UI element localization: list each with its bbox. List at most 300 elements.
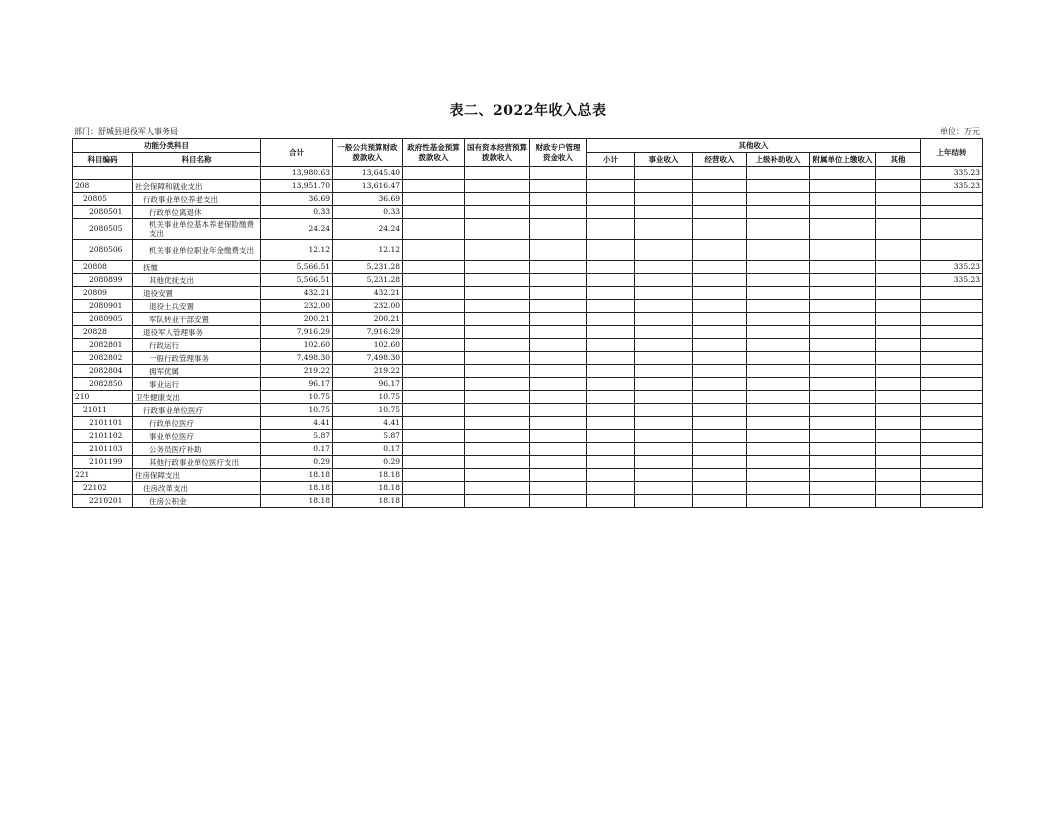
unit-label: 单位：万元 xyxy=(940,127,980,136)
cell-gov-fund xyxy=(403,206,465,219)
cell-subtotal xyxy=(587,482,635,495)
cell-total: 0.33 xyxy=(261,206,333,219)
table-row xyxy=(73,167,983,180)
header-other: 其他 xyxy=(876,153,921,167)
cell-subject-name: 退役安置 xyxy=(133,287,261,300)
cell-gov-fund xyxy=(403,326,465,339)
cell-state-capital xyxy=(465,391,530,404)
table-row xyxy=(73,313,983,326)
cell-upper-subsidy xyxy=(747,193,810,206)
cell-subject-code: 2080899 xyxy=(73,274,133,287)
cell-business-income xyxy=(635,261,693,274)
cell-business-income xyxy=(635,300,693,313)
cell-gov-fund xyxy=(403,300,465,313)
table-body xyxy=(73,167,983,508)
cell-last-year-carryover xyxy=(921,339,983,352)
cell-upper-subsidy xyxy=(747,365,810,378)
cell-affiliated-income xyxy=(810,300,876,313)
cell-last-year-carryover xyxy=(921,313,983,326)
cell-subject-name: 住房保障支出 xyxy=(133,469,261,482)
cell-subtotal xyxy=(587,443,635,456)
cell-total: 0.17 xyxy=(261,443,333,456)
cell-gov-fund xyxy=(403,339,465,352)
cell-affiliated-income xyxy=(810,339,876,352)
cell-general-budget: 24.24 xyxy=(333,219,403,240)
cell-affiliated-income xyxy=(810,326,876,339)
cell-state-capital xyxy=(465,261,530,274)
cell-subject-name: 住房改革支出 xyxy=(133,482,261,495)
cell-last-year-carryover: 335.23 xyxy=(921,261,983,274)
cell-operating-income xyxy=(693,313,747,326)
cell-general-budget: 12.12 xyxy=(333,240,403,261)
cell-business-income xyxy=(635,482,693,495)
cell-last-year-carryover xyxy=(921,378,983,391)
table-row xyxy=(73,404,983,417)
cell-last-year-carryover xyxy=(921,287,983,300)
cell-gov-fund xyxy=(403,313,465,326)
cell-subject-code: 210 xyxy=(73,391,133,404)
cell-business-income xyxy=(635,378,693,391)
cell-other xyxy=(876,443,921,456)
cell-operating-income xyxy=(693,430,747,443)
header-gov-fund: 政府性基金预算拨款收入 xyxy=(403,139,465,167)
cell-operating-income xyxy=(693,495,747,508)
cell-state-capital xyxy=(465,443,530,456)
cell-other xyxy=(876,404,921,417)
cell-affiliated-income xyxy=(810,206,876,219)
cell-state-capital xyxy=(465,326,530,339)
cell-subject-code: 2101101 xyxy=(73,417,133,430)
cell-subtotal xyxy=(587,287,635,300)
income-summary-table xyxy=(72,138,983,508)
cell-affiliated-income xyxy=(810,240,876,261)
cell-last-year-carryover xyxy=(921,240,983,261)
cell-other xyxy=(876,430,921,443)
cell-total: 4.41 xyxy=(261,417,333,430)
cell-state-capital xyxy=(465,365,530,378)
cell-general-budget: 102.60 xyxy=(333,339,403,352)
cell-business-income xyxy=(635,456,693,469)
cell-total: 5,566.51 xyxy=(261,274,333,287)
cell-upper-subsidy xyxy=(747,326,810,339)
cell-last-year-carryover xyxy=(921,430,983,443)
header-operating-income: 经营收入 xyxy=(693,153,747,167)
cell-special-mgmt xyxy=(530,300,587,313)
cell-subject-code: 2101103 xyxy=(73,443,133,456)
cell-last-year-carryover: 335.23 xyxy=(921,180,983,193)
table-row xyxy=(73,365,983,378)
cell-state-capital xyxy=(465,495,530,508)
cell-subtotal xyxy=(587,391,635,404)
cell-special-mgmt xyxy=(530,430,587,443)
cell-state-capital xyxy=(465,180,530,193)
cell-affiliated-income xyxy=(810,274,876,287)
cell-business-income xyxy=(635,469,693,482)
cell-gov-fund xyxy=(403,180,465,193)
cell-upper-subsidy xyxy=(747,300,810,313)
cell-state-capital xyxy=(465,430,530,443)
cell-operating-income xyxy=(693,219,747,240)
cell-special-mgmt xyxy=(530,193,587,206)
cell-special-mgmt xyxy=(530,206,587,219)
page-title: 表二、2022年收入总表 xyxy=(449,103,607,119)
cell-gov-fund xyxy=(403,240,465,261)
cell-upper-subsidy xyxy=(747,495,810,508)
cell-special-mgmt xyxy=(530,495,587,508)
cell-business-income xyxy=(635,352,693,365)
table-row xyxy=(73,300,983,313)
cell-last-year-carryover xyxy=(921,365,983,378)
cell-general-budget: 96.17 xyxy=(333,378,403,391)
cell-affiliated-income xyxy=(810,456,876,469)
cell-upper-subsidy xyxy=(747,482,810,495)
cell-operating-income xyxy=(693,456,747,469)
cell-subtotal xyxy=(587,469,635,482)
cell-subject-code: 22102 xyxy=(73,482,133,495)
cell-state-capital xyxy=(465,469,530,482)
cell-total: 18.18 xyxy=(261,495,333,508)
cell-other xyxy=(876,167,921,180)
cell-subtotal xyxy=(587,180,635,193)
header-subject-name: 科目名称 xyxy=(133,153,261,167)
cell-business-income xyxy=(635,404,693,417)
header-last-year-carryover: 上年结转 xyxy=(921,139,983,167)
cell-subject-code: 2101199 xyxy=(73,456,133,469)
cell-upper-subsidy xyxy=(747,443,810,456)
table-row xyxy=(73,469,983,482)
cell-subject-name: 一般行政管理事务 xyxy=(133,352,261,365)
cell-business-income xyxy=(635,274,693,287)
cell-other xyxy=(876,352,921,365)
cell-other xyxy=(876,206,921,219)
cell-operating-income xyxy=(693,287,747,300)
cell-subject-code: 2080901 xyxy=(73,300,133,313)
cell-state-capital xyxy=(465,219,530,240)
table-row xyxy=(73,430,983,443)
cell-subject-name: 行政事业单位医疗 xyxy=(133,404,261,417)
cell-last-year-carryover xyxy=(921,443,983,456)
cell-upper-subsidy xyxy=(747,430,810,443)
cell-affiliated-income xyxy=(810,313,876,326)
cell-affiliated-income xyxy=(810,430,876,443)
cell-special-mgmt xyxy=(530,482,587,495)
cell-upper-subsidy xyxy=(747,167,810,180)
cell-general-budget: 13,616.47 xyxy=(333,180,403,193)
cell-affiliated-income xyxy=(810,482,876,495)
cell-general-budget: 0.17 xyxy=(333,443,403,456)
cell-subject-code: 20809 xyxy=(73,287,133,300)
cell-other xyxy=(876,469,921,482)
cell-total: 432.21 xyxy=(261,287,333,300)
cell-gov-fund xyxy=(403,193,465,206)
cell-special-mgmt xyxy=(530,313,587,326)
cell-general-budget: 18.18 xyxy=(333,469,403,482)
cell-other xyxy=(876,365,921,378)
cell-special-mgmt xyxy=(530,365,587,378)
cell-upper-subsidy xyxy=(747,456,810,469)
cell-special-mgmt xyxy=(530,240,587,261)
table-row xyxy=(73,352,983,365)
cell-operating-income xyxy=(693,417,747,430)
cell-affiliated-income xyxy=(810,365,876,378)
cell-general-budget: 13,645.40 xyxy=(333,167,403,180)
cell-business-income xyxy=(635,391,693,404)
cell-other xyxy=(876,261,921,274)
cell-special-mgmt xyxy=(530,456,587,469)
cell-special-mgmt xyxy=(530,417,587,430)
cell-total: 18.18 xyxy=(261,469,333,482)
cell-state-capital xyxy=(465,352,530,365)
cell-operating-income xyxy=(693,365,747,378)
header-state-capital: 国有资本经营预算拨款收入 xyxy=(465,139,530,167)
cell-operating-income xyxy=(693,193,747,206)
cell-subject-name: 机关事业单位基本养老保险缴费支出 xyxy=(133,219,261,240)
cell-special-mgmt xyxy=(530,180,587,193)
cell-subject-code: 2080506 xyxy=(73,240,133,261)
cell-gov-fund xyxy=(403,404,465,417)
cell-subject-code: 20828 xyxy=(73,326,133,339)
cell-business-income xyxy=(635,180,693,193)
cell-affiliated-income xyxy=(810,469,876,482)
cell-subject-code: 208 xyxy=(73,180,133,193)
cell-general-budget: 7,916.29 xyxy=(333,326,403,339)
cell-subject-code: 2082802 xyxy=(73,352,133,365)
cell-subtotal xyxy=(587,417,635,430)
table-row xyxy=(73,274,983,287)
cell-operating-income xyxy=(693,339,747,352)
cell-subject-name: 卫生健康支出 xyxy=(133,391,261,404)
cell-subtotal xyxy=(587,274,635,287)
table-row xyxy=(73,206,983,219)
cell-upper-subsidy xyxy=(747,417,810,430)
cell-upper-subsidy xyxy=(747,391,810,404)
cell-business-income xyxy=(635,219,693,240)
cell-other xyxy=(876,313,921,326)
header-subtotal: 小计 xyxy=(587,153,635,167)
cell-other xyxy=(876,219,921,240)
cell-upper-subsidy xyxy=(747,352,810,365)
cell-special-mgmt xyxy=(530,326,587,339)
cell-subject-name: 军队转业干部安置 xyxy=(133,313,261,326)
department-label: 部门：舒城县退役军人事务局 xyxy=(74,127,178,136)
cell-general-budget: 18.18 xyxy=(333,482,403,495)
cell-other xyxy=(876,287,921,300)
cell-subject-name: 行政单位医疗 xyxy=(133,417,261,430)
cell-general-budget: 0.33 xyxy=(333,206,403,219)
cell-total: 96.17 xyxy=(261,378,333,391)
cell-special-mgmt xyxy=(530,219,587,240)
header-general-budget: 一般公共预算财政拨款收入 xyxy=(333,139,403,167)
cell-operating-income xyxy=(693,180,747,193)
cell-state-capital xyxy=(465,378,530,391)
cell-state-capital xyxy=(465,417,530,430)
cell-general-budget: 4.41 xyxy=(333,417,403,430)
cell-state-capital xyxy=(465,339,530,352)
cell-state-capital xyxy=(465,313,530,326)
table-row xyxy=(73,240,983,261)
cell-operating-income xyxy=(693,352,747,365)
cell-other xyxy=(876,300,921,313)
cell-state-capital xyxy=(465,404,530,417)
cell-state-capital xyxy=(465,240,530,261)
cell-general-budget: 0.29 xyxy=(333,456,403,469)
cell-operating-income xyxy=(693,240,747,261)
cell-total: 219.22 xyxy=(261,365,333,378)
cell-general-budget: 36.69 xyxy=(333,193,403,206)
cell-business-income xyxy=(635,495,693,508)
cell-special-mgmt xyxy=(530,167,587,180)
cell-subject-name: 其他优抚支出 xyxy=(133,274,261,287)
cell-affiliated-income xyxy=(810,404,876,417)
cell-total: 12.12 xyxy=(261,240,333,261)
cell-general-budget: 5.87 xyxy=(333,430,403,443)
cell-subtotal xyxy=(587,206,635,219)
cell-upper-subsidy xyxy=(747,469,810,482)
cell-operating-income xyxy=(693,300,747,313)
cell-affiliated-income xyxy=(810,167,876,180)
cell-subject-name: 事业单位医疗 xyxy=(133,430,261,443)
cell-gov-fund xyxy=(403,274,465,287)
cell-upper-subsidy xyxy=(747,261,810,274)
cell-subject-code: 2082850 xyxy=(73,378,133,391)
cell-business-income xyxy=(635,326,693,339)
cell-last-year-carryover xyxy=(921,404,983,417)
cell-gov-fund xyxy=(403,167,465,180)
cell-other xyxy=(876,274,921,287)
cell-affiliated-income xyxy=(810,193,876,206)
cell-last-year-carryover: 335.23 xyxy=(921,167,983,180)
cell-subtotal xyxy=(587,219,635,240)
cell-affiliated-income xyxy=(810,352,876,365)
cell-gov-fund xyxy=(403,391,465,404)
cell-subject-name: 公务员医疗补助 xyxy=(133,443,261,456)
cell-subject-code: 2210201 xyxy=(73,495,133,508)
cell-affiliated-income xyxy=(810,378,876,391)
cell-total: 102.60 xyxy=(261,339,333,352)
cell-special-mgmt xyxy=(530,443,587,456)
cell-state-capital xyxy=(465,482,530,495)
cell-total: 0.29 xyxy=(261,456,333,469)
cell-other xyxy=(876,495,921,508)
cell-affiliated-income xyxy=(810,261,876,274)
cell-subject-name: 退役士兵安置 xyxy=(133,300,261,313)
cell-affiliated-income xyxy=(810,495,876,508)
cell-gov-fund xyxy=(403,352,465,365)
cell-operating-income xyxy=(693,378,747,391)
table-row xyxy=(73,339,983,352)
cell-subject-code: 2080905 xyxy=(73,313,133,326)
table-row xyxy=(73,482,983,495)
cell-other xyxy=(876,339,921,352)
cell-general-budget: 18.18 xyxy=(333,495,403,508)
cell-subtotal xyxy=(587,240,635,261)
header-other-income: 其他收入 xyxy=(587,139,921,153)
cell-general-budget: 432.21 xyxy=(333,287,403,300)
cell-general-budget: 10.75 xyxy=(333,391,403,404)
cell-subject-name: 社会保障和就业支出 xyxy=(133,180,261,193)
cell-last-year-carryover xyxy=(921,219,983,240)
header-func-category: 功能分类科目 xyxy=(73,139,261,153)
header-upper-subsidy: 上级补助收入 xyxy=(747,153,810,167)
cell-subject-code: 2082801 xyxy=(73,339,133,352)
header-affiliated-income: 附属单位上缴收入 xyxy=(810,153,876,167)
cell-upper-subsidy xyxy=(747,287,810,300)
cell-other xyxy=(876,240,921,261)
cell-subject-name: 拥军优属 xyxy=(133,365,261,378)
header-subject-code: 科目编码 xyxy=(73,153,133,167)
cell-general-budget: 10.75 xyxy=(333,404,403,417)
cell-operating-income xyxy=(693,261,747,274)
cell-last-year-carryover xyxy=(921,206,983,219)
cell-business-income xyxy=(635,240,693,261)
cell-subtotal xyxy=(587,365,635,378)
cell-last-year-carryover xyxy=(921,193,983,206)
cell-gov-fund xyxy=(403,287,465,300)
cell-last-year-carryover xyxy=(921,482,983,495)
cell-special-mgmt xyxy=(530,261,587,274)
cell-gov-fund xyxy=(403,495,465,508)
cell-subject-code: 2082804 xyxy=(73,365,133,378)
cell-total: 13,951.70 xyxy=(261,180,333,193)
table-row xyxy=(73,417,983,430)
table-row xyxy=(73,326,983,339)
cell-total: 5,566.51 xyxy=(261,261,333,274)
cell-subtotal xyxy=(587,193,635,206)
cell-business-income xyxy=(635,365,693,378)
cell-other xyxy=(876,456,921,469)
cell-subject-code: 2080501 xyxy=(73,206,133,219)
cell-subject-code xyxy=(73,167,133,180)
cell-affiliated-income xyxy=(810,417,876,430)
cell-total: 200.21 xyxy=(261,313,333,326)
cell-operating-income xyxy=(693,391,747,404)
cell-state-capital xyxy=(465,206,530,219)
cell-special-mgmt xyxy=(530,391,587,404)
cell-last-year-carryover xyxy=(921,495,983,508)
cell-total: 36.69 xyxy=(261,193,333,206)
cell-subject-name: 其他行政事业单位医疗支出 xyxy=(133,456,261,469)
cell-subtotal xyxy=(587,456,635,469)
cell-last-year-carryover xyxy=(921,456,983,469)
table-row xyxy=(73,193,983,206)
cell-special-mgmt xyxy=(530,287,587,300)
cell-affiliated-income xyxy=(810,287,876,300)
cell-business-income xyxy=(635,167,693,180)
cell-subject-name: 机关事业单位职业年金缴费支出 xyxy=(133,240,261,261)
cell-upper-subsidy xyxy=(747,313,810,326)
cell-subtotal xyxy=(587,300,635,313)
cell-upper-subsidy xyxy=(747,240,810,261)
cell-total: 24.24 xyxy=(261,219,333,240)
cell-operating-income xyxy=(693,443,747,456)
cell-subtotal xyxy=(587,495,635,508)
cell-other xyxy=(876,378,921,391)
cell-state-capital xyxy=(465,456,530,469)
cell-affiliated-income xyxy=(810,443,876,456)
cell-business-income xyxy=(635,430,693,443)
cell-total: 18.18 xyxy=(261,482,333,495)
cell-upper-subsidy xyxy=(747,339,810,352)
cell-business-income xyxy=(635,417,693,430)
cell-last-year-carryover xyxy=(921,391,983,404)
cell-gov-fund xyxy=(403,430,465,443)
cell-subject-name: 行政运行 xyxy=(133,339,261,352)
cell-operating-income xyxy=(693,206,747,219)
cell-operating-income xyxy=(693,482,747,495)
cell-total: 10.75 xyxy=(261,404,333,417)
cell-subtotal xyxy=(587,352,635,365)
cell-gov-fund xyxy=(403,443,465,456)
